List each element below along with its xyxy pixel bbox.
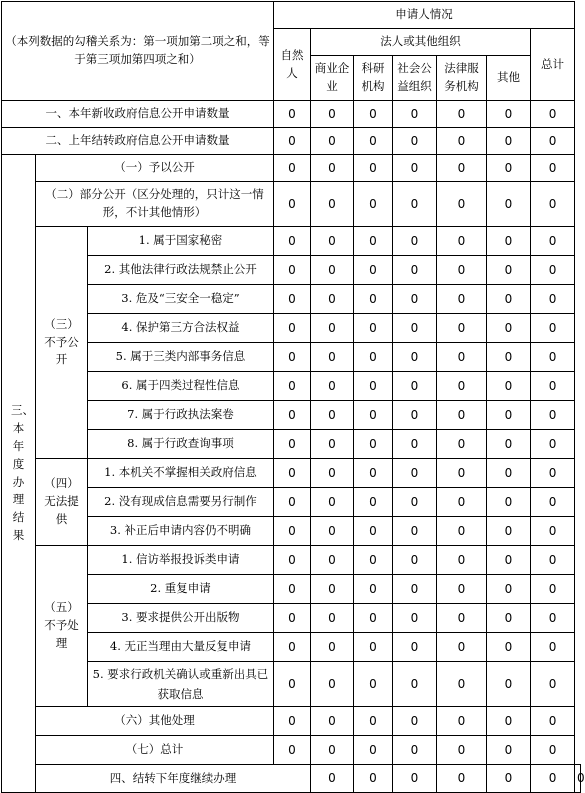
value-cell: 0	[531, 575, 575, 604]
value-cell: 0	[437, 285, 487, 314]
value-cell: 0	[274, 128, 311, 155]
value-cell: 0	[311, 488, 354, 517]
group-partial: （二）部分公开（区分处理的，只计这一情形，不计其他情形）	[36, 182, 274, 227]
value-cell: 0	[274, 662, 311, 707]
value-cell: 0	[487, 256, 531, 285]
value-cell: 0	[274, 372, 311, 401]
table-row	[2, 101, 581, 128]
item-duplicate: 2. 重复申请	[88, 575, 274, 604]
value-cell: 0	[354, 227, 393, 256]
value-cell: 0	[311, 546, 354, 575]
value-cell: 0	[437, 182, 487, 227]
value-cell: 0	[274, 182, 311, 227]
item-publication: 3. 要求提供公开出版物	[88, 604, 274, 633]
value-cell: 0	[531, 517, 575, 546]
table-row	[2, 128, 581, 155]
value-cell: 0	[531, 546, 575, 575]
value-cell: 0	[531, 662, 575, 707]
value-cell: 0	[437, 372, 487, 401]
value-cell: 0	[437, 575, 487, 604]
value-cell: 0	[393, 343, 437, 372]
section-next-year: 四、结转下年度继续办理	[36, 765, 311, 793]
value-cell: 0	[487, 128, 531, 155]
value-cell: 0	[274, 227, 311, 256]
value-cell: 0	[393, 101, 437, 128]
value-cell: 0	[393, 155, 437, 182]
item-not-held: 1. 本机关不掌握相关政府信息	[88, 459, 274, 488]
value-cell: 0	[311, 736, 354, 765]
value-cell: 0	[531, 343, 575, 372]
table-row	[2, 707, 581, 736]
value-cell: 0	[274, 314, 311, 343]
value-cell: 0	[437, 401, 487, 430]
value-cell: 0	[393, 736, 437, 765]
value-cell: 0	[354, 314, 393, 343]
value-cell: 0	[393, 314, 437, 343]
value-cell: 0	[393, 604, 437, 633]
value-cell: 0	[311, 227, 354, 256]
value-cell: 0	[274, 736, 311, 765]
value-cell: 0	[311, 633, 354, 662]
value-cell: 0	[354, 256, 393, 285]
table-row	[2, 343, 581, 372]
value-cell: 0	[354, 517, 393, 546]
value-cell: 0	[274, 459, 311, 488]
item-process-info: 6. 属于四类过程性信息	[88, 372, 274, 401]
header-natural-person: 自然人	[274, 29, 311, 101]
value-cell: 0	[274, 633, 311, 662]
value-cell: 0	[354, 155, 393, 182]
value-cell: 0	[274, 285, 311, 314]
value-cell: 0	[311, 285, 354, 314]
value-cell: 0	[487, 604, 531, 633]
value-cell: 0	[311, 604, 354, 633]
value-cell: 0	[531, 285, 575, 314]
value-cell: 0	[487, 488, 531, 517]
group-unable-provide: （四）无法提供	[36, 459, 88, 546]
value-cell: 0	[311, 101, 354, 128]
value-cell: 0	[531, 227, 575, 256]
header-legal-service: 法律服务机构	[437, 56, 487, 101]
value-cell: 0	[274, 517, 311, 546]
value-cell: 0	[354, 604, 393, 633]
value-cell: 0	[487, 285, 531, 314]
value-cell: 0	[311, 575, 354, 604]
value-cell: 0	[487, 459, 531, 488]
section-carried-over: 二、上年结转政府信息公开申请数量	[2, 128, 274, 155]
header-social: 社会公益组织	[393, 56, 437, 101]
item-query-matter: 8. 属于行政查询事项	[88, 430, 274, 459]
value-cell: 0	[531, 372, 575, 401]
value-cell: 0	[393, 707, 437, 736]
value-cell: 0	[274, 430, 311, 459]
value-cell: 0	[354, 546, 393, 575]
value-cell: 0	[531, 707, 575, 736]
value-cell: 0	[393, 765, 437, 793]
value-cell: 0	[354, 707, 393, 736]
value-cell: 0	[354, 285, 393, 314]
value-cell: 0	[274, 575, 311, 604]
value-cell: 0	[274, 155, 311, 182]
value-cell: 0	[354, 101, 393, 128]
header-legal-group: 法人或其他组织	[311, 29, 531, 56]
value-cell: 0	[437, 488, 487, 517]
table-row	[2, 227, 581, 256]
value-cell: 0	[531, 488, 575, 517]
value-cell: 0	[311, 256, 354, 285]
value-cell: 0	[354, 182, 393, 227]
table-row	[2, 517, 581, 546]
value-cell: 0	[354, 372, 393, 401]
value-cell: 0	[487, 155, 531, 182]
value-cell: 0	[354, 662, 393, 707]
value-cell: 0	[487, 662, 531, 707]
table-row	[2, 633, 581, 662]
table-row	[2, 256, 581, 285]
value-cell: 0	[354, 401, 393, 430]
header-other: 其他	[487, 56, 531, 101]
value-cell: 0	[311, 343, 354, 372]
value-cell: 0	[531, 633, 575, 662]
value-cell: 0	[311, 517, 354, 546]
value-cell: 0	[487, 372, 531, 401]
value-cell: 0	[487, 314, 531, 343]
item-needs-creation: 2. 没有现成信息需要另行制作	[88, 488, 274, 517]
value-cell: 0	[274, 256, 311, 285]
value-cell: 0	[487, 633, 531, 662]
value-cell: 0	[487, 517, 531, 546]
value-cell: 0	[393, 285, 437, 314]
value-cell: 0	[393, 459, 437, 488]
value-cell: 0	[354, 488, 393, 517]
table-row	[2, 765, 581, 793]
table-row	[2, 314, 581, 343]
value-cell: 0	[311, 155, 354, 182]
group-total: （七）总计	[36, 736, 274, 765]
value-cell: 0	[311, 401, 354, 430]
item-state-secret: 1. 属于国家秘密	[88, 227, 274, 256]
value-cell: 0	[437, 128, 487, 155]
value-cell: 0	[437, 546, 487, 575]
table-row	[2, 546, 581, 575]
value-cell: 0	[311, 182, 354, 227]
value-cell: 0	[437, 765, 487, 793]
value-cell: 0	[393, 401, 437, 430]
value-cell: 0	[437, 736, 487, 765]
value-cell: 0	[393, 546, 437, 575]
value-cell: 0	[311, 372, 354, 401]
value-cell: 0	[393, 662, 437, 707]
value-cell: 0	[487, 101, 531, 128]
value-cell: 0	[311, 765, 354, 793]
table-row	[2, 459, 581, 488]
value-cell: 0	[437, 155, 487, 182]
value-cell: 0	[393, 488, 437, 517]
table-row	[2, 575, 581, 604]
table-row	[2, 488, 581, 517]
value-cell: 0	[354, 128, 393, 155]
item-law-prohibited: 2. 其他法律行政法规禁止公开	[88, 256, 274, 285]
header-total: 总计	[531, 29, 575, 101]
value-cell: 0	[437, 256, 487, 285]
table-row	[2, 182, 581, 227]
value-cell: 0	[274, 707, 311, 736]
value-cell: 0	[531, 765, 575, 793]
header-applicant: 申请人情况	[274, 2, 575, 29]
item-enforcement-file: 7. 属于行政执法案卷	[88, 401, 274, 430]
item-three-security: 3. 危及“三安全一稳定”	[88, 285, 274, 314]
value-cell: 0	[354, 459, 393, 488]
value-cell: 0	[531, 736, 575, 765]
value-cell: 0	[531, 182, 575, 227]
header-commercial: 商业企业	[311, 56, 354, 101]
value-cell: 0	[393, 575, 437, 604]
value-cell: 0	[393, 182, 437, 227]
statistics-table	[1, 1, 585, 793]
group-other-handling: （六）其他处理	[36, 707, 274, 736]
item-internal-affairs: 5. 属于三类内部事务信息	[88, 343, 274, 372]
value-cell: 0	[487, 401, 531, 430]
value-cell: 0	[437, 459, 487, 488]
section-new-requests: 一、本年新收政府信息公开申请数量	[2, 101, 274, 128]
value-cell: 0	[311, 128, 354, 155]
table-row	[2, 662, 581, 707]
table-row	[2, 155, 581, 182]
value-cell: 0	[274, 101, 311, 128]
value-cell: 0	[487, 575, 531, 604]
value-cell: 0	[274, 546, 311, 575]
item-third-party: 4. 保护第三方合法权益	[88, 314, 274, 343]
table-row	[2, 736, 581, 765]
value-cell: 0	[437, 314, 487, 343]
value-cell: 0	[354, 633, 393, 662]
value-cell: 0	[354, 343, 393, 372]
value-cell: 0	[274, 488, 311, 517]
value-cell: 0	[437, 662, 487, 707]
value-cell: 0	[437, 633, 487, 662]
table-row	[2, 401, 581, 430]
value-cell: 0	[531, 401, 575, 430]
value-cell: 0	[437, 707, 487, 736]
value-cell: 0	[437, 101, 487, 128]
table-row	[2, 285, 581, 314]
item-petition: 1. 信访举报投诉类申请	[88, 546, 274, 575]
value-cell: 0	[531, 155, 575, 182]
section-results: 三、本年度办理结果	[2, 155, 36, 793]
value-cell: 0	[393, 256, 437, 285]
group-disclosed: （一）予以公开	[36, 155, 274, 182]
header-note: （本列数据的勾稽关系为：第一项加第二项之和，等于第三项加第四项之和）	[2, 2, 274, 101]
item-repeated: 4. 无正当理由大量反复申请	[88, 633, 274, 662]
value-cell: 0	[487, 546, 531, 575]
value-cell: 0	[487, 765, 531, 793]
value-cell: 0	[393, 430, 437, 459]
value-cell: 0	[487, 343, 531, 372]
table-row	[2, 430, 581, 459]
value-cell: 0	[437, 343, 487, 372]
value-cell: 0	[575, 765, 581, 793]
value-cell: 0	[393, 128, 437, 155]
value-cell: 0	[487, 182, 531, 227]
table-row	[2, 372, 581, 401]
value-cell: 0	[393, 633, 437, 662]
value-cell: 0	[354, 575, 393, 604]
value-cell: 0	[531, 128, 575, 155]
value-cell: 0	[487, 227, 531, 256]
value-cell: 0	[354, 430, 393, 459]
value-cell: 0	[311, 707, 354, 736]
value-cell: 0	[531, 604, 575, 633]
value-cell: 0	[354, 736, 393, 765]
value-cell: 0	[274, 401, 311, 430]
item-unclear-request: 3. 补正后申请内容仍不明确	[88, 517, 274, 546]
value-cell: 0	[531, 430, 575, 459]
value-cell: 0	[437, 517, 487, 546]
item-reconfirm: 5. 要求行政机关确认或重新出具已获取信息	[88, 662, 274, 707]
value-cell: 0	[393, 227, 437, 256]
value-cell: 0	[393, 517, 437, 546]
value-cell: 0	[393, 372, 437, 401]
value-cell: 0	[354, 765, 393, 793]
value-cell: 0	[437, 227, 487, 256]
header-research: 科研机构	[354, 56, 393, 101]
value-cell: 0	[531, 459, 575, 488]
group-not-processed: （五）不予处理	[36, 546, 88, 707]
value-cell: 0	[274, 604, 311, 633]
group-not-disclosed: （三）不予公开	[36, 227, 88, 459]
value-cell: 0	[531, 101, 575, 128]
value-cell: 0	[274, 343, 311, 372]
value-cell: 0	[487, 736, 531, 765]
value-cell: 0	[487, 707, 531, 736]
value-cell: 0	[487, 430, 531, 459]
value-cell: 0	[311, 662, 354, 707]
value-cell: 0	[311, 430, 354, 459]
value-cell: 0	[437, 430, 487, 459]
value-cell: 0	[531, 256, 575, 285]
value-cell: 0	[311, 459, 354, 488]
table-row	[2, 604, 581, 633]
value-cell: 0	[531, 314, 575, 343]
value-cell: 0	[311, 314, 354, 343]
value-cell: 0	[437, 604, 487, 633]
